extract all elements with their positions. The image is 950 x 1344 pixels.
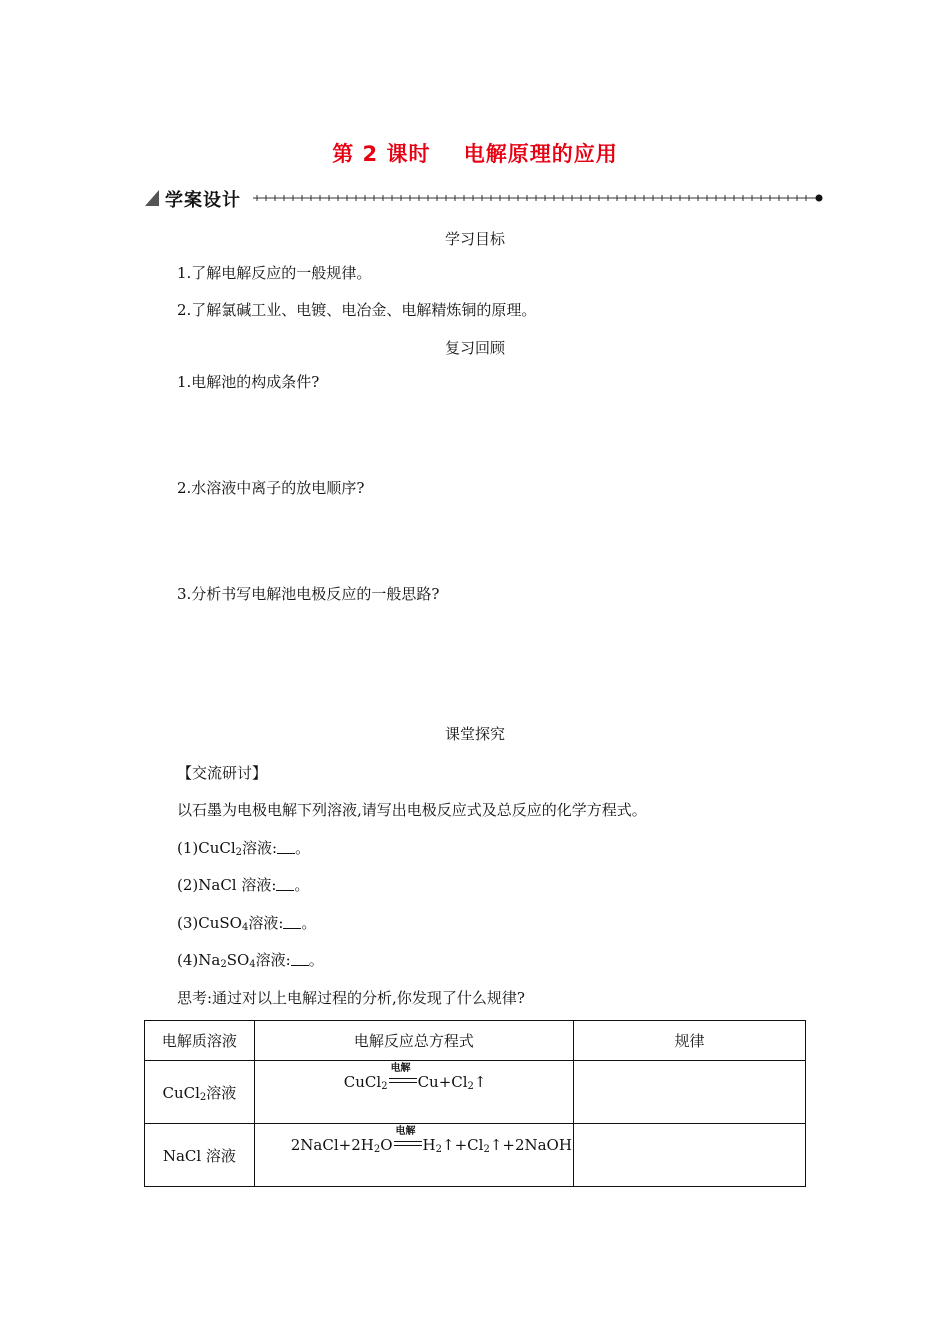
equals-sign <box>389 1078 417 1083</box>
question-1: (1)CuCl$_2$溶液: 。 <box>177 839 311 858</box>
reaction-condition: 电解 <box>390 1063 411 1074</box>
question-3: (3)CuSO$_4$溶液: 。 <box>177 914 317 933</box>
objective-item-1: 1.了解电解反应的一般规律。 <box>177 264 372 282</box>
equation-cell <box>254 1061 573 1124</box>
review-item-3: 3.分析书写电解池电极反应的一般思路? <box>177 585 440 603</box>
banner-label: 学案设计 <box>165 190 241 211</box>
think-question: 思考:通过对以上电解过程的分析,你发现了什么规律? <box>177 989 525 1007</box>
objectives-heading: 学习目标 <box>444 230 505 248</box>
answer-blank[interactable] <box>291 953 309 966</box>
table-header: 电解质溶液 <box>145 1021 255 1061</box>
discussion-tag: 【交流研讨】 <box>177 764 268 782</box>
question-2: (2)NaCl 溶液: 。 <box>177 876 310 894</box>
equation-nacl: $2NaCl+2H_2O$ 电解 $H_2↑+Cl_2↑+2NaOH$ <box>291 1136 572 1155</box>
table-row <box>145 1124 806 1187</box>
review-item-2: 2.水溶液中离子的放电顺序? <box>177 479 365 497</box>
table-header: 规律 <box>573 1021 805 1061</box>
review-item-1: 1.电解池的构成条件? <box>177 373 320 391</box>
banner-decoration <box>145 185 825 211</box>
objective-item-2: 2.了解氯碱工业、电镀、电冶金、电解精炼铜的原理。 <box>177 301 537 319</box>
equation-cucl2: CuCl$_2$ 电解 $Cu+Cl_2↑$ <box>344 1073 487 1092</box>
equation-cell <box>254 1124 573 1187</box>
rule-cell[interactable] <box>573 1124 805 1187</box>
equals-sign <box>394 1141 422 1146</box>
solute-cell: NaCl 溶液 <box>145 1124 255 1187</box>
section-banner <box>145 185 825 211</box>
page-title: 第 2 课时 电解原理的应用 <box>332 142 618 166</box>
answer-blank[interactable] <box>277 841 295 854</box>
explore-heading: 课堂探究 <box>444 725 505 743</box>
review-heading: 复习回顾 <box>444 339 505 357</box>
rule-cell[interactable] <box>573 1061 805 1124</box>
answer-blank[interactable] <box>283 916 301 929</box>
table-header-row <box>145 1021 806 1061</box>
question-4: $(4)Na_2SO_4$溶液: 。 <box>177 951 324 970</box>
answer-blank[interactable] <box>276 878 294 891</box>
explore-intro: 以石墨为电极电解下列溶液,请写出电极反应式及总反应的化学方程式。 <box>177 801 647 819</box>
reaction-condition: 电解 <box>395 1126 416 1137</box>
electrolysis-table <box>144 1020 806 1187</box>
table-header: 电解反应总方程式 <box>254 1021 573 1061</box>
solute-cell: CuCl$_2$溶液 <box>145 1061 255 1124</box>
table-row <box>145 1061 806 1124</box>
